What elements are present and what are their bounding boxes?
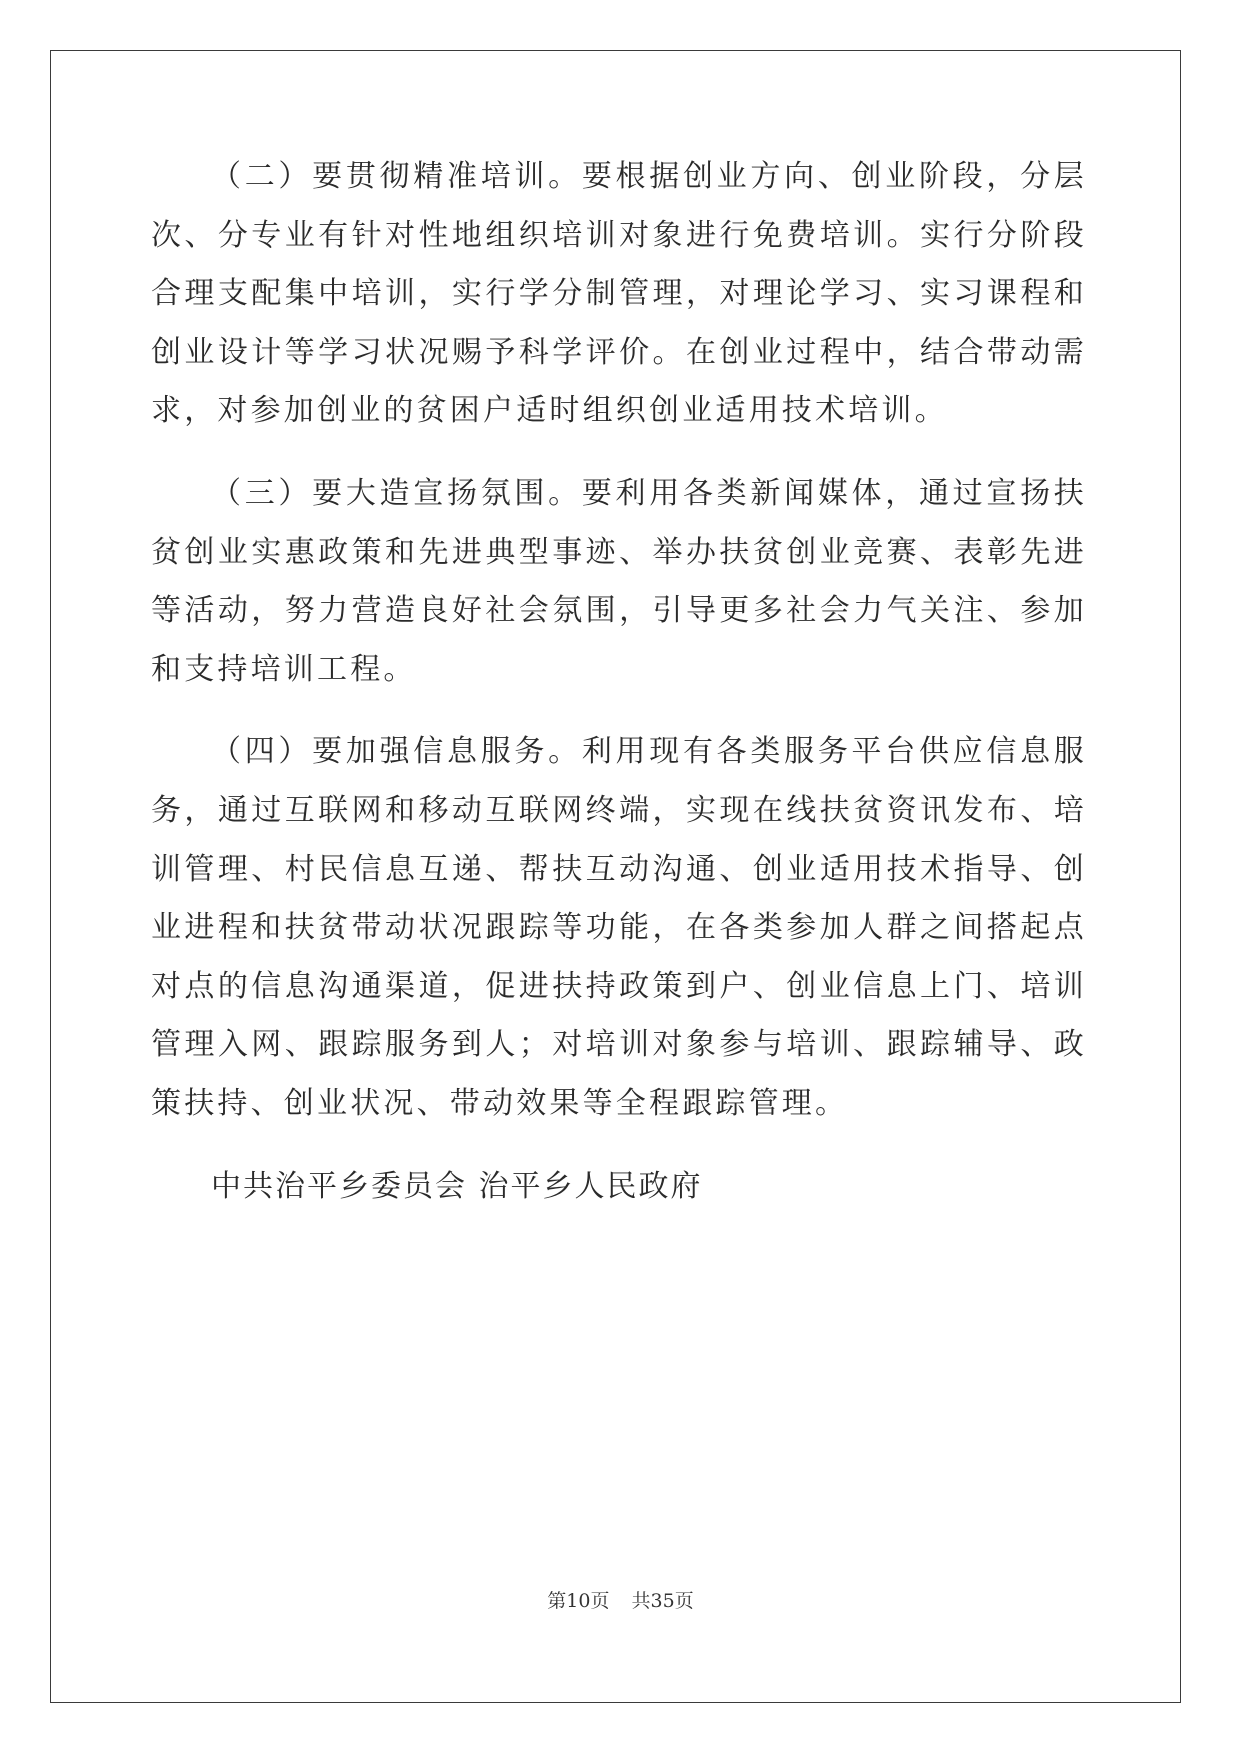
total-prefix: 共 [631,1590,651,1612]
page-prefix: 第 [547,1590,567,1612]
paragraph-precision-training: （二）要贯彻精准培训。要根据创业方向、创业阶段，分层次、分专业有针对性地组织培训对象进行免费培训。实行分阶段合理支配集中培训，实行学分制管理，对理论学习、实习课程和创业设计等学习状况赐予科学评价。在创业过程中，结合带动需求，对参加创业的贫困户适时组织创业适用技术培训。 [151,159,1087,429]
page-current: 10 [566,1590,591,1612]
total-suffix: 页 [674,1590,694,1612]
paragraph-information-service: （四）要加强信息服务。利用现有各类服务平台供应信息服务，通过互联网和移动互联网终端，实现在线扶贫资讯发布、培训管理、村民信息互递、帮扶互动沟通、创业适用技术指导、创业进程和扶贫带动状况跟踪等功能，在各类参加人群之间搭起点对点的信息沟通渠道，促进扶持政策到户、创业信息上门、培训管理入网、跟踪服务到人；对培训对象参与培训、跟踪辅导、政策扶持、创业状况、带动效果等全程跟踪管理。 [151,734,1087,1121]
paragraph-publicity: （三）要大造宣扬氛围。要利用各类新闻媒体，通过宣扬扶贫创业实惠政策和先进典型事迹、举办扶贫创业竞赛、表彰先进等活动，努力营造良好社会氛围，引导更多社会力气关注、参加和支持培训工程。 [151,475,1087,687]
page-total: 35 [650,1590,675,1612]
document-body [151,148,1087,1216]
page-suffix: 页 [590,1590,610,1612]
page-footer [0,1586,1241,1613]
signature: 中共治平乡委员会 治平乡人民政府 [211,1168,703,1204]
